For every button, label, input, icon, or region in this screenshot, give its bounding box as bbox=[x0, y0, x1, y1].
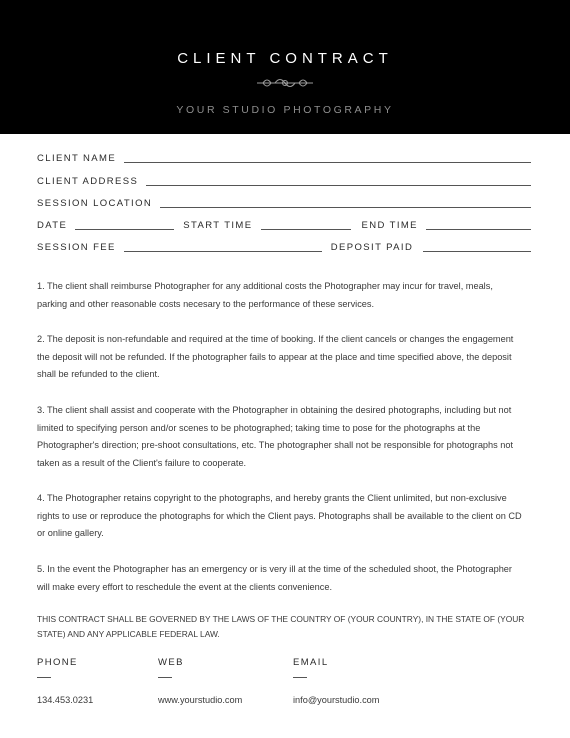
email-divider bbox=[293, 677, 307, 678]
web-block bbox=[158, 657, 242, 706]
clause-5: 5. In the event the Photographer has an emergency or is very ill at the time of the scheduled shoot, the Photographer will make every effort to reschedule the event at the clients convenience. bbox=[37, 564, 512, 592]
deposit-paid-label: DEPOSIT PAID bbox=[330, 242, 414, 253]
web-divider bbox=[158, 677, 172, 678]
deposit-paid-line[interactable] bbox=[423, 250, 531, 252]
date-line[interactable] bbox=[75, 228, 174, 230]
contract-title: CLIENT CONTRACT bbox=[177, 50, 393, 67]
session-location-line[interactable] bbox=[160, 206, 531, 208]
phone-block bbox=[37, 657, 93, 706]
phone-label: PHONE bbox=[37, 657, 78, 668]
client-name-line[interactable] bbox=[124, 161, 531, 163]
date-time-row bbox=[37, 218, 531, 232]
phone-divider bbox=[37, 677, 51, 678]
clause-2: 2. The deposit is non-refundable and required at the time of booking. If the client cancels or changes the engagement the deposit will not be refunded. If the photographer fails to appear at the place and time specified above, the deposit shall be refunded to the client. bbox=[37, 334, 514, 380]
phone-value: 134.453.0231 bbox=[37, 695, 94, 705]
session-location-row bbox=[37, 196, 531, 210]
flourish-ornament-icon bbox=[255, 74, 315, 92]
date-label: DATE bbox=[37, 220, 68, 231]
email-value[interactable]: info@yourstudio.com bbox=[293, 695, 380, 705]
client-name-label: CLIENT NAME bbox=[37, 153, 117, 164]
studio-name: YOUR STUDIO PHOTOGRAPHY bbox=[176, 104, 394, 116]
session-fee-label: SESSION FEE bbox=[37, 242, 116, 253]
session-location-label: SESSION LOCATION bbox=[37, 198, 153, 209]
email-label: EMAIL bbox=[293, 657, 329, 668]
client-address-row bbox=[37, 174, 531, 188]
client-address-line[interactable] bbox=[146, 184, 531, 186]
start-time-label: START TIME bbox=[183, 220, 253, 231]
web-label: WEB bbox=[158, 657, 184, 668]
session-fee-line[interactable] bbox=[124, 250, 322, 252]
start-time-line[interactable] bbox=[261, 228, 351, 230]
governing-law: THIS CONTRACT SHALL BE GOVERNED BY THE LAWS OF THE COUNTRY OF (YOUR COUNTRY), IN THE STATE OF (YOUR STATE) AND ANY APPLICABLE FEDERAL LAW. bbox=[37, 614, 525, 639]
clause-4: 4. The Photographer retains copyright to the photographs, and hereby grants the Client unlimited, but non-exclusive rights to use or reproduce the photographs for which the Client pays. Photographs shall be available to the client on CD or online gallery. bbox=[37, 493, 522, 539]
contract-header bbox=[0, 0, 570, 134]
clause-1: 1. The client shall reimburse Photographer for any additional costs the Photographer may incur for travel, meals, parking and other reasonable costs necesary to the performance of these services. bbox=[37, 281, 493, 309]
clause-3: 3. The client shall assist and cooperate with the Photographer in obtaining the desired photographs, including but not limited to specifying person and/or scenes to be photographed; taking time to pose for the photographs at the Photographer's direction; pre-shoot consultations, etc. The photographer shall not be responsible for photographs not taken as a result of the Client's failure to cooperate. bbox=[37, 405, 514, 469]
client-address-label: CLIENT ADDRESS bbox=[37, 176, 139, 187]
email-block bbox=[293, 657, 379, 706]
client-name-row bbox=[37, 151, 531, 165]
fee-row bbox=[37, 240, 531, 254]
end-time-line[interactable] bbox=[426, 228, 531, 230]
end-time-label: END TIME bbox=[361, 220, 418, 231]
web-value[interactable]: www.yourstudio.com bbox=[158, 695, 243, 705]
